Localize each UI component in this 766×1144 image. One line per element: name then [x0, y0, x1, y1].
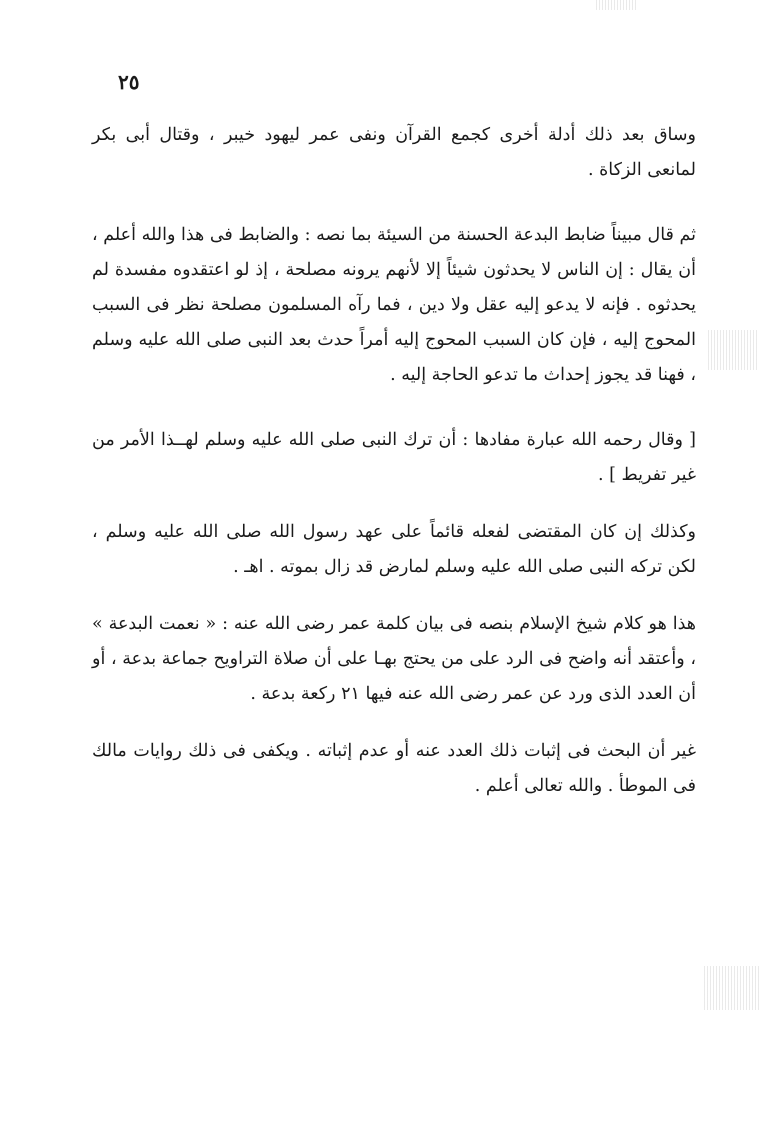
scan-speckle-top [596, 0, 636, 10]
paragraph-1: وساق بعد ذلك أدلة أخرى كجمع القرآن ونفى عمر ليهود خيبر ، وقتال أبى بكر لمانعى الزكاة . [92, 125, 696, 180]
page-body [92, 118, 696, 834]
scan-speckle-right [708, 330, 758, 370]
page-number: ٢٥ [118, 70, 140, 94]
paragraph-6: غير أن البحث فى إثبات ذلك العدد عنه أو عدم إثباته . ويكفى فى ذلك روايات مالك فى الموطأ . والله تعالى أعلم . [92, 741, 696, 796]
paragraph-3: [ وقال رحمه الله عبارة مفادها : أن ترك النبى صلى الله عليه وسلم لهــذا الأمر من غير تفريط ] . [92, 430, 696, 485]
scan-speckle-right-lower [704, 966, 760, 1010]
paragraph-5: هذا هو كلام شيخ الإسلام بنصه فى بيان كلمة عمر رضى الله عنه : « نعمت البدعة » ، وأعتقد أنه واضح فى الرد على من يحتج بهـا على أن صلاة التراويح جماعة بدعة ، أو أن العدد الذى ورد عن عمر رضى الله عنه فيها ٢١ ركعة بدعة . [92, 614, 696, 704]
paragraph-2: ثم قال مبيناً ضابط البدعة الحسنة من السيئة بما نصه : والضابط فى هذا والله أعلم ، أن يقال : إن الناس لا يحدثون شيئاً إلا لأنهم يرونه مصلحة ، إذ لو اعتقدوه مفسدة لم يحدثوه . فإنه لا يدعو إليه عقل ولا دين ، فما رآه المسلمون مصلحة نظر فى السبب المحوج إليه ، فإن كان السبب المحوج إليه أمراً حدث بعد النبى صلى الله عليه وسلم ، فهنا قد يجوز إحداث ما تدعو الحاجة إليه . [92, 225, 696, 385]
paragraph-4: وكذلك إن كان المقتضى لفعله قائماً على عهد رسول الله صلى الله عليه وسلم ، لكن تركه النبى صلى الله عليه وسلم لمارض قد زال بموته . اهـ . [92, 522, 696, 577]
